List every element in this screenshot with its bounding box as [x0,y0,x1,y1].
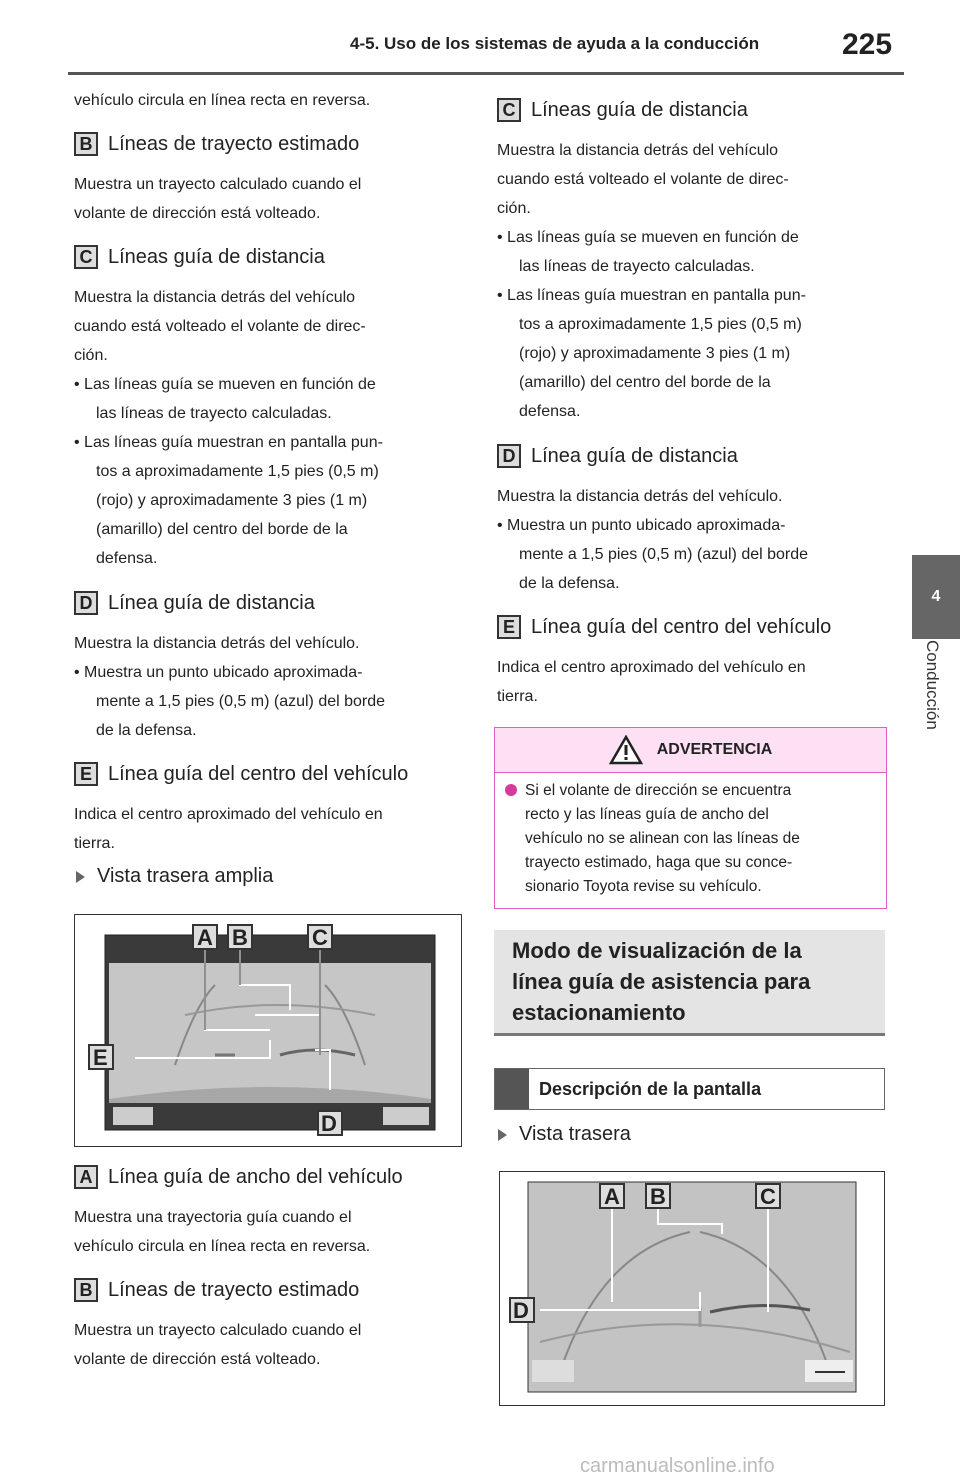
badge-e: E [497,615,521,639]
bullet: • Las líneas guía muestran en pantalla pun- [74,434,383,451]
mode-title-line: estacionamiento [512,1000,686,1025]
description-heading [494,1068,885,1110]
warning-title: ADVERTENCIA [656,741,773,758]
warning-line: trayecto estimado, haga que su conce- [525,854,793,871]
heading-b2 [74,1278,359,1302]
svg-text:A: A [604,1184,620,1209]
bullet-cont: tos a aproximadamente 1,5 pies (0,5 m) [519,316,802,333]
figure-rear-view [499,1171,885,1406]
svg-text:C: C [760,1184,776,1209]
badge-a: A [74,1165,98,1189]
heading-text: Línea guía de distancia [531,444,738,467]
warning-line: recto y las líneas guía de ancho del [525,806,769,823]
paragraph: Indica el centro aproximado del vehículo en [74,806,383,823]
paragraph: vehículo circula en línea recta en reversa. [74,92,371,109]
bullet-cont: mente a 1,5 pies (0,5 m) (azul) del borde [519,546,809,563]
paragraph: Muestra la distancia detrás del vehículo [74,289,356,306]
warning-box [494,727,887,909]
mode-section-title [494,930,885,1036]
mode-title-line: Modo de visualización de la [512,938,802,963]
svg-text:B: B [650,1184,666,1209]
subsection-text: Vista trasera [519,1123,631,1145]
heading-text: Líneas guía de distancia [531,98,748,121]
bullet: • Las líneas guía se mueven en función de [497,229,799,246]
chapter-tab[interactable] [912,555,960,639]
bullet-cont: tos a aproximadamente 1,5 pies (0,5 m) [96,463,379,480]
heading-text: Líneas de trayecto estimado [108,132,360,155]
heading-d [497,444,738,468]
badge-d: D [74,591,98,615]
page-number: 225 [842,28,893,61]
paragraph: tierra. [497,688,538,705]
arrow-icon [76,871,85,883]
subsection-wide [76,865,273,888]
chapter-number: 4 [931,588,941,605]
arrow-icon [498,1129,507,1141]
description-bar [495,1069,529,1109]
bullet-cont: (amarillo) del centro del borde de la [96,521,348,538]
paragraph: vehículo circula en línea recta en reversa. [74,1238,371,1255]
svg-text:B: B [232,925,248,950]
bullet-cont: defensa. [519,403,581,420]
heading-b [74,132,359,156]
warning-icon [609,735,643,765]
subsection-text: Vista trasera amplia [97,865,274,887]
paragraph: cuando está volteado el volante de direc- [74,318,366,335]
subsection-rear [498,1123,631,1146]
paragraph: ción. [497,200,531,217]
paragraph: Indica el centro aproximado del vehículo en [497,659,806,676]
paragraph: Muestra la distancia detrás del vehículo. [497,488,783,505]
paragraph: Muestra la distancia detrás del vehículo [497,142,779,159]
camera-screen [75,915,461,1146]
heading-e [74,762,408,786]
svg-text:E: E [93,1045,108,1070]
paragraph: Muestra un trayecto calculado cuando el [74,176,362,193]
badge-d: D [497,444,521,468]
svg-text:D: D [321,1111,337,1136]
paragraph: ción. [74,347,108,364]
paragraph: cuando está volteado el volante de direc- [497,171,789,188]
paragraph: Muestra un trayecto calculado cuando el [74,1322,362,1339]
svg-text:A: A [197,925,213,950]
figure-wide-rear-view [74,914,462,1147]
header-rule [68,72,904,75]
heading-c [74,245,325,269]
heading-c [497,98,748,122]
heading-d [74,591,315,615]
bullet-cont: defensa. [96,550,158,567]
section-title: 4-5. Uso de los sistemas de ayuda a la conducción [350,34,760,53]
badge-c: C [74,245,98,269]
bullet: • Las líneas guía muestran en pantalla pun- [497,287,806,304]
bullet: • Muestra un punto ubicado aproximada- [497,517,786,534]
chapter-label: Conducción [923,640,942,730]
paragraph: Muestra una trayectoria guía cuando el [74,1209,352,1226]
bullet: • Muestra un punto ubicado aproximada- [74,664,363,681]
description-title: Descripción de la pantalla [539,1078,762,1099]
heading-text: Línea guía de ancho del vehículo [108,1165,403,1188]
heading-text: Línea guía de distancia [108,591,315,614]
camera-screen [500,1172,884,1405]
svg-text:D: D [513,1298,529,1323]
bullet-cont: de la defensa. [96,722,197,739]
warning-body [495,773,886,899]
badge-b: B [74,132,98,156]
warning-line: vehículo no se alinean con las líneas de [525,830,800,847]
warning-header [495,728,886,773]
badge-c: C [497,98,521,122]
bullet-dot-icon [505,784,517,796]
bullet: • Las líneas guía se mueven en función de [74,376,376,393]
badge-e: E [74,762,98,786]
paragraph: Muestra la distancia detrás del vehículo. [74,635,360,652]
mode-title-line: línea guía de asistencia para [512,969,811,994]
paragraph: volante de dirección está volteado. [74,205,321,222]
bullet-cont: (rojo) y aproximadamente 3 pies (1 m) [519,345,791,362]
bullet-cont: las líneas de trayecto calculadas. [96,405,332,422]
bullet-cont: (rojo) y aproximadamente 3 pies (1 m) [96,492,368,509]
bullet-cont: mente a 1,5 pies (0,5 m) (azul) del borde [96,693,386,710]
heading-text: Líneas de trayecto estimado [108,1278,360,1301]
badge-b: B [74,1278,98,1302]
bullet-cont: (amarillo) del centro del borde de la [519,374,771,391]
heading-text: Línea guía del centro del vehículo [108,762,409,785]
watermark: carmanualsonline.info [580,1455,775,1477]
bullet-cont: las líneas de trayecto calculadas. [519,258,755,275]
bullet-cont: de la defensa. [519,575,620,592]
heading-a [74,1165,403,1189]
warning-line: Si el volante de dirección se encuentra [525,782,792,799]
heading-e [497,615,831,639]
heading-text: Líneas guía de distancia [108,245,325,268]
paragraph: volante de dirección está volteado. [74,1351,321,1368]
heading-text: Línea guía del centro del vehículo [531,615,832,638]
svg-text:C: C [312,925,328,950]
warning-line: sionario Toyota revise su vehículo. [525,878,762,895]
paragraph: tierra. [74,835,115,852]
